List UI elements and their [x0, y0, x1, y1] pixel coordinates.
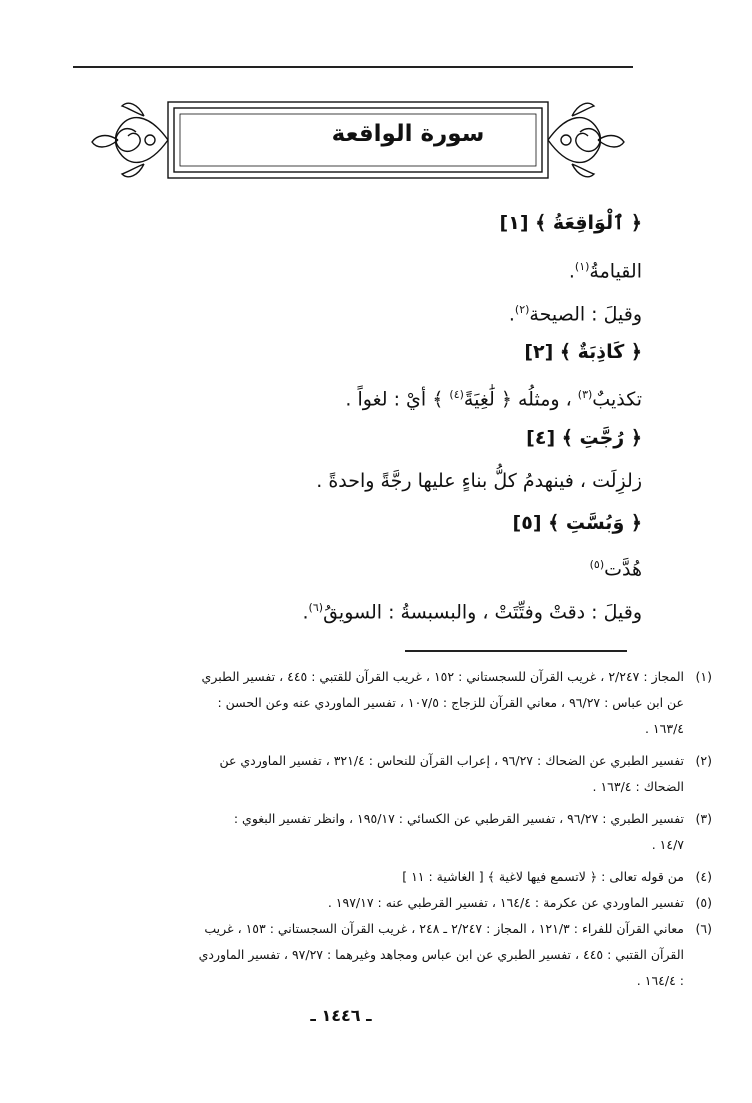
- footnote-line: معاني القرآن للفراء : ١٢١/٣ ، المجاز : ٢/٢٤٧ ـ ٢٤٨ ، غريب القرآن السجستاني : ١٥٣ ، غريب: [204, 921, 684, 936]
- gloss-line-4: زلزِلَت ، فينهدمُ كلُّ بناءٍ عليها رجَّةً واحدةً .: [316, 470, 642, 492]
- gloss-text: ﴾ أيْ : لغواً .: [345, 388, 444, 411]
- footnote-6: [60, 916, 712, 994]
- footnote-ref: (١): [574, 260, 590, 273]
- gloss-text: القيامةُ: [589, 260, 642, 283]
- footnote-2: [60, 748, 712, 800]
- gloss-text: تكذيبٌ: [592, 388, 642, 411]
- footnote-line: القرآن القتبي : ٤٤٥ ، تفسير الطبري عن ابن عباس ومجاهد وغيرهما : ٩٧/٢٧ ، تفسير الماوردي: [198, 947, 684, 962]
- gloss-text: ، ومثلُه ﴿ لَٰغِيَةً: [463, 388, 572, 411]
- footnote-separator: [405, 650, 627, 652]
- gloss-text: وقيلَ : دقتْ وفتِّتَتْ ، والبسبسةُ : السويقُ: [323, 601, 642, 624]
- footnote-3: [60, 806, 712, 858]
- footnote-ref: (٣): [577, 388, 593, 401]
- gloss-line-6: [122, 596, 642, 624]
- footnotes: [60, 664, 712, 994]
- footnote-number: (٣): [695, 811, 712, 826]
- gloss-line-2: [122, 298, 642, 326]
- footnote-ref: (٤): [449, 388, 464, 401]
- footnote-line: تفسير الطبري : ٩٦/٢٧ ، تفسير القرطبي عن الكسائي : ١٩٥/١٧ ، وانظر تفسير البغوي :: [233, 811, 684, 826]
- footnote-line: الضحاك : ١٦٣/٤ .: [592, 779, 684, 794]
- footnote-ref: (٢): [514, 303, 530, 316]
- footnote-1: [60, 664, 712, 742]
- footnote-number: (٢): [695, 753, 712, 768]
- footnote-ref: (٦): [308, 601, 324, 614]
- gloss-text: وقيلَ : الصيحة: [529, 303, 642, 326]
- footnote-number: (٦): [695, 921, 712, 936]
- footnote-line: ١٤/٧ .: [651, 837, 684, 852]
- footnote-line: تفسير الطبري عن الضحاك : ٩٦/٢٧ ، إعراب القرآن للنحاس : ٣٢١/٤ ، تفسير الماوردي عن: [219, 753, 684, 768]
- surah-title-frame: [88, 92, 628, 202]
- gloss-text: هُدَّت: [604, 558, 642, 581]
- footnote-line: : ١٦٤/٤ .: [636, 973, 684, 988]
- footnote-line: تفسير الماوردي عن عكرمة : ١٦٤/٤ ، تفسير القرطبي عنه : ١٩٧/١٧ .: [327, 895, 684, 910]
- verse-line-2: ﴿ كَاذِبَةٌ ﴾ [٢]: [524, 341, 642, 363]
- footnote-line: ١٦٣/٤ .: [644, 721, 684, 736]
- footnote-number: (٤): [695, 869, 712, 884]
- gloss-line-5: [122, 553, 642, 581]
- footnote-5: [60, 890, 712, 916]
- footnote-4: [60, 864, 712, 890]
- footnote-line: المجاز : ٢/٢٤٧ ، غريب القرآن للسجستاني : ١٥٢ ، غريب القرآن للقتبي : ٤٤٥ ، تفسير الطبري: [201, 669, 684, 684]
- footnote-number: (٥): [695, 895, 712, 910]
- verse-line-4: ﴿ وَبُسَّتِ ﴾ [٥]: [512, 512, 642, 534]
- verse-line-3: ﴿ رُجَّتِ ﴾ [٤]: [526, 427, 642, 449]
- surah-title: سورة الواقعة: [331, 121, 485, 147]
- footnote-line: عن ابن عباس : ٩٦/٢٧ ، معاني القرآن للزجاج : ١٠٧/٥ ، تفسير الماوردي عنه وعن الحسن :: [217, 695, 684, 710]
- punct: .: [302, 601, 309, 624]
- gloss-line-1: [122, 255, 642, 283]
- verse-line-1: ﴿ ٱلْوَاقِعَةُ ﴾ [١]: [499, 212, 642, 234]
- punct: .: [508, 303, 515, 326]
- top-rule: [73, 66, 633, 68]
- page-number: ـ ١٤٤٦ ـ: [310, 1006, 372, 1025]
- gloss-line-3: [122, 383, 642, 411]
- footnote-line: من قوله تعالى : ﴿ لاتسمع فيها لاغية ﴾ [ الغاشية : ١١ ]: [402, 869, 684, 884]
- punct: .: [568, 260, 575, 283]
- footnote-number: (١): [695, 669, 712, 684]
- footnote-ref: (٥): [589, 558, 605, 571]
